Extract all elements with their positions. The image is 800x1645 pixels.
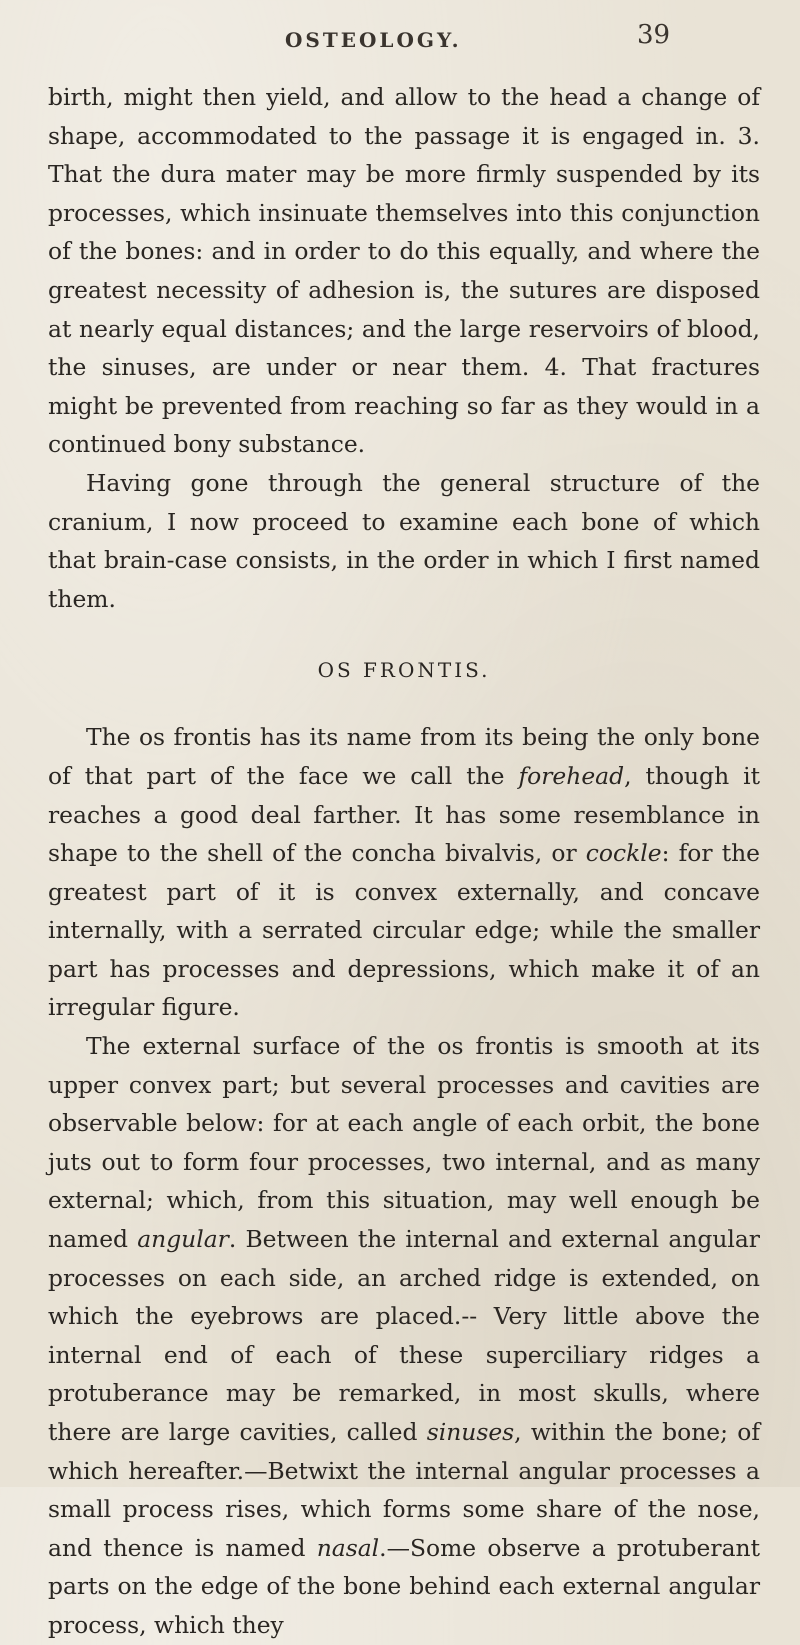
italic-term: cockle xyxy=(585,839,662,868)
text-run: The os frontis has its name from its being the only bone of that part of the face we call the xyxy=(48,723,760,790)
text-run: .—Some observe a protuberant parts on the edge of the bone behind each external angular process, which they xyxy=(48,1533,760,1639)
italic-term: angular xyxy=(137,1225,229,1254)
section-heading: OS FRONTIS. xyxy=(317,658,491,683)
running-title: OSTEOLOGY. xyxy=(285,28,462,52)
paragraph-text: Having gone through the general structure of the cranium, I now proceed to examine each bone of which that brain-case consists, in the order in which I first named them. xyxy=(48,468,760,613)
page-body xyxy=(48,78,760,1645)
text-run: The external surface of the os frontis is smooth at its upper convex part; but several processes and cavities are observable below: for at each angle of each orbit, the bone juts out to form four processes, two internal, and as many external; which, from this situation, may well enough be named xyxy=(48,1032,760,1254)
italic-term: forehead xyxy=(518,761,625,790)
paragraph-external-surface xyxy=(48,1027,760,1645)
paragraph-cranium xyxy=(48,464,760,618)
text-run: , within the bone; of which hereafter.—Betwixt the internal angular processes a small process rises, which forms some share of the nose, and thence is named xyxy=(48,1418,761,1562)
paragraph-os-frontis xyxy=(48,718,760,1027)
italic-term: nasal xyxy=(316,1533,380,1562)
page-number: 39 xyxy=(637,20,671,50)
paragraph-continuation xyxy=(48,78,760,464)
italic-term: sinuses xyxy=(426,1418,515,1446)
text-run: : for the greatest part of it is convex externally, and concave internally, with a serrated circular edge; while the smaller part has processes and depressions, which make it of an irregular figure. xyxy=(48,839,760,1022)
text-run: , though it reaches a good deal farther. It has some resemblance in shape to the shell of the concha bivalvis, or xyxy=(48,761,760,868)
paragraph-text: birth, might then yield, and allow to the head a change of shape, accommodated to the passage it is engaged in. 3. That the dura mater may be more firmly suspended by its processes, which insinuate themselves into this conjunction of the bones: and in order to do this equally, and where the greatest necessity of adhesion is, the sutures are disposed at nearly equal distances; and the large reservoirs of blood, the sinuses, are under or near them. 4. That fractures might be prevented from reaching so far as they would in a continued bony substance. xyxy=(48,83,760,459)
text-run: . Between the internal and external angular processes on each side, an arched ridge is extended, on which the eyebrows are placed.-- Very little above the internal end of each of these superciliary ridges a protuberance may be remarked, in most skulls, where there are large cavities, called xyxy=(48,1225,760,1446)
page-header xyxy=(0,20,800,60)
